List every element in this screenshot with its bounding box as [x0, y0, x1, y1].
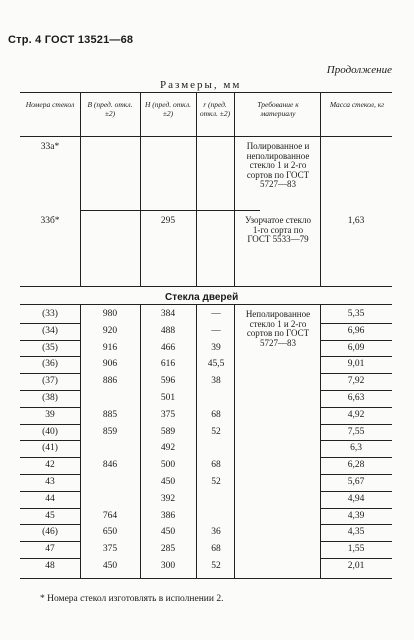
- door-row-b: 375: [102, 544, 118, 555]
- door-row-mass: 6,96: [347, 325, 365, 336]
- door-row-num: 42: [45, 460, 55, 471]
- door-row-b: 846: [102, 460, 118, 471]
- door-row-b: 859: [102, 426, 118, 437]
- doors-requirement: Неполированное стекло 1 и 2-го сортов по ГОСТ 5727—83: [245, 309, 311, 348]
- door-row-b: 450: [102, 561, 118, 571]
- door-row-mass: 6,09: [347, 342, 365, 353]
- door-row-mass: 7,55: [347, 426, 365, 437]
- door-row-mass: 1,55: [347, 544, 365, 555]
- door-row-r: 52: [211, 477, 221, 487]
- door-row-rule: [20, 491, 80, 492]
- door-row-rule-mass: [320, 390, 392, 391]
- door-row-r: 38: [211, 376, 221, 387]
- row-33b-h: 295: [160, 216, 176, 226]
- rule-after-section: [20, 304, 392, 305]
- continuation-label: Продолжение: [326, 64, 392, 76]
- door-row-mass: 4,94: [347, 493, 365, 504]
- door-row-rule-mass: [320, 323, 392, 324]
- door-row-mass: 9,01: [347, 359, 365, 370]
- door-row-h: 375: [160, 409, 176, 420]
- door-row-h: 492: [160, 443, 176, 454]
- door-row-rule-mass: [320, 424, 392, 425]
- door-row-rule: [20, 340, 80, 341]
- door-row-r: 68: [211, 544, 221, 555]
- door-row-rule: [20, 440, 80, 441]
- door-row-rule: [20, 407, 80, 408]
- table-bottom-rule: [20, 578, 392, 579]
- door-row-h: 488: [160, 325, 176, 336]
- door-row-num: 48: [45, 561, 55, 571]
- row-33b-requirement: Узорчатое стекло 1-го сорта по ГОСТ 5533—79: [244, 215, 312, 245]
- row-33b-num: 33б*: [40, 216, 60, 226]
- col-sep-2: [140, 92, 141, 286]
- door-row-b: 920: [102, 325, 118, 336]
- header-bottom-rule: [20, 136, 392, 137]
- door-row-rule: [20, 474, 80, 475]
- section-title: Стекла дверей: [165, 292, 239, 303]
- door-row-num: (37): [42, 376, 58, 387]
- door-row-rule: [20, 373, 80, 374]
- door-row-h: 596: [160, 376, 176, 387]
- door-row-num: (40): [42, 426, 58, 437]
- rule-before-section: [20, 286, 392, 287]
- door-row-num: 44: [45, 493, 55, 504]
- door-row-r: 39: [211, 342, 221, 353]
- door-row-h: 300: [160, 561, 176, 571]
- table-top-rule: [20, 92, 392, 93]
- header-h: H (пред. откл. ±2): [145, 100, 191, 118]
- door-row-mass: 7,92: [347, 376, 365, 387]
- door-row-rule: [20, 457, 80, 458]
- door-row-mass: 4,35: [347, 527, 365, 538]
- door-row-rule-mass: [320, 524, 392, 525]
- door-row-mass: 5,67: [347, 477, 365, 487]
- door-row-rule-mass: [320, 541, 392, 542]
- door-row-h: 386: [160, 510, 176, 521]
- header-requirement: Требование к материалу: [257, 100, 299, 118]
- door-row-num: (36): [42, 359, 58, 370]
- door-row-r: —: [211, 309, 221, 319]
- door-row-rule: [20, 558, 80, 559]
- door-row-r: 36: [211, 527, 221, 538]
- door-row-b: 916: [102, 342, 118, 353]
- door-row-rule: [20, 424, 80, 425]
- door-row-rule-mass: [320, 340, 392, 341]
- door-row-r: 45,5: [207, 359, 225, 370]
- door-row-num: 39: [45, 409, 55, 420]
- row-33a-num: 33а*: [40, 142, 60, 152]
- col-sep-3: [196, 92, 197, 286]
- door-row-r: 68: [211, 409, 221, 420]
- door-row-b: 650: [102, 527, 118, 538]
- door-row-h: 392: [160, 493, 176, 504]
- door-row-r: 52: [211, 426, 221, 437]
- door-row-num: (34): [42, 325, 58, 336]
- col-sep-4: [234, 92, 235, 286]
- door-row-mass: 5,35: [347, 309, 365, 319]
- door-row-mass: 6,3: [350, 443, 362, 454]
- door-row-rule: [20, 356, 80, 357]
- door-row-rule: [20, 541, 80, 542]
- door-row-mass: 6,28: [347, 460, 365, 471]
- rule-33b: [80, 210, 260, 211]
- row-33a-requirement: Полированное и неполированное стекло 1 и 2-го сортов по ГОСТ 5727—83: [246, 141, 310, 190]
- door-row-h: 450: [160, 477, 176, 487]
- header-b: B (пред. откл. ±2): [87, 100, 133, 118]
- door-row-b: 980: [102, 309, 118, 319]
- door-row-h: 501: [160, 393, 176, 403]
- door-row-rule: [20, 524, 80, 525]
- door-row-b: 906: [102, 359, 118, 370]
- door-row-num: 43: [45, 477, 55, 487]
- header-mass: Масса стекол, кг: [329, 100, 385, 109]
- door-row-rule-mass: [320, 508, 392, 509]
- door-row-num: (35): [42, 342, 58, 353]
- door-row-mass: 4,92: [347, 409, 365, 420]
- row-33b-mass: 1,63: [347, 216, 365, 226]
- door-row-mass: 6,63: [347, 393, 365, 403]
- door-row-rule-mass: [320, 373, 392, 374]
- door-row-num: (38): [42, 393, 58, 403]
- col-sep-2b: [140, 304, 141, 578]
- door-row-h: 450: [160, 527, 176, 538]
- door-row-rule: [20, 323, 80, 324]
- page-header: Стр. 4 ГОСТ 13521—68: [8, 34, 134, 46]
- door-row-rule-mass: [320, 356, 392, 357]
- door-row-r: 52: [211, 561, 221, 571]
- door-row-h: 285: [160, 544, 176, 555]
- door-row-h: 589: [160, 426, 176, 437]
- door-row-rule-mass: [320, 491, 392, 492]
- door-row-num: 47: [45, 544, 55, 555]
- door-row-h: 500: [160, 460, 176, 471]
- door-row-rule: [20, 390, 80, 391]
- door-row-mass: 2,01: [347, 561, 365, 571]
- door-row-num: (46): [42, 527, 58, 538]
- door-row-r: 68: [211, 460, 221, 471]
- door-row-b: 764: [102, 510, 118, 521]
- header-num: Номера стекол: [25, 100, 75, 109]
- col-sep-1: [80, 92, 81, 286]
- door-row-r: —: [211, 325, 221, 336]
- door-row-rule-mass: [320, 474, 392, 475]
- door-row-b: 886: [102, 376, 118, 387]
- door-row-mass: 4,39: [347, 510, 365, 521]
- door-row-rule-mass: [320, 407, 392, 408]
- col-sep-1b: [80, 304, 81, 578]
- col-sep-5: [320, 92, 321, 286]
- door-row-rule-mass: [320, 457, 392, 458]
- door-row-rule: [20, 508, 80, 509]
- door-row-num: (41): [42, 443, 58, 454]
- door-row-rule-mass: [320, 440, 392, 441]
- door-row-h: 466: [160, 342, 176, 353]
- door-row-num: (33): [42, 309, 58, 319]
- footnote: * Номера стекол изготовлять в исполнении 2.: [40, 594, 224, 604]
- door-row-num: 45: [45, 510, 55, 521]
- door-row-b: 885: [102, 409, 118, 420]
- door-row-h: 616: [160, 359, 176, 370]
- dimensions-heading: Размеры, мм: [160, 79, 242, 91]
- door-row-rule-mass: [320, 558, 392, 559]
- header-r: r (пред. откл. ±2): [199, 100, 231, 118]
- door-row-h: 384: [160, 309, 176, 319]
